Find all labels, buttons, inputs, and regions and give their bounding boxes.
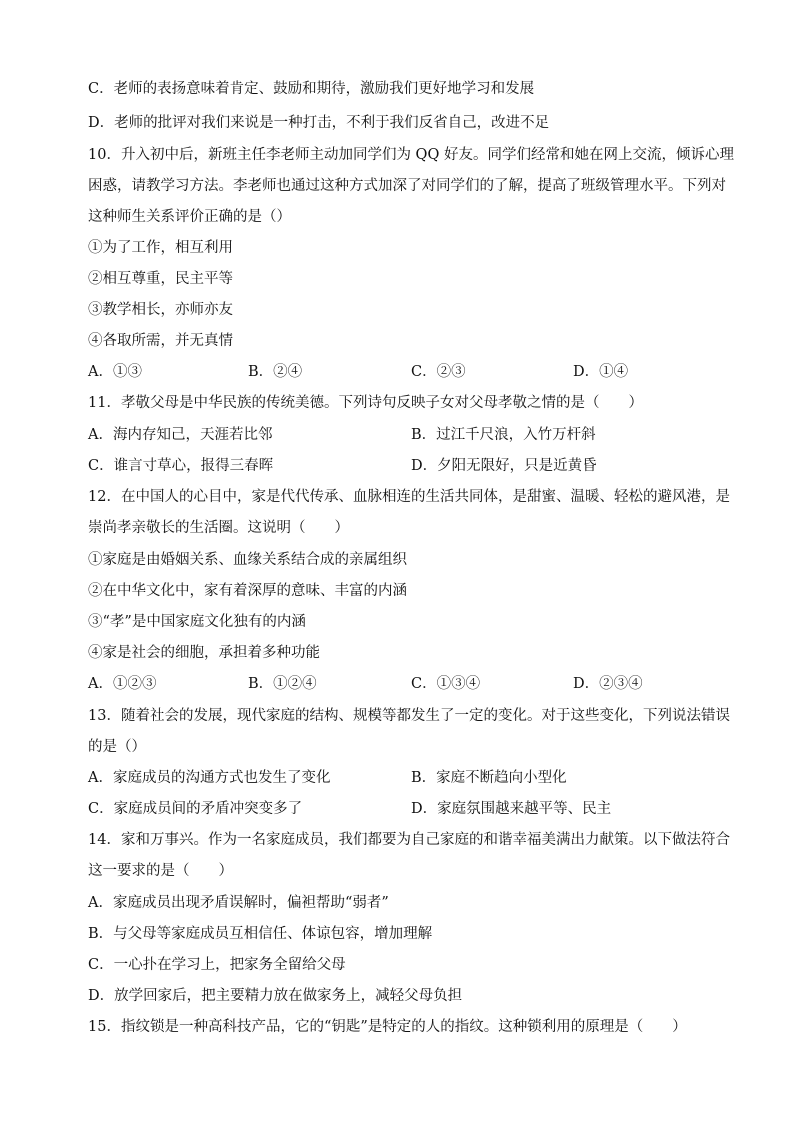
q13-option-d[interactable]: D．家庭氛围越来越平等、民主 <box>411 801 612 817</box>
q14-option-d[interactable]: D．放学回家后，把主要精力放在做家务上，减轻父母负担 <box>88 988 463 1004</box>
q9-option-d: D．老师的批评对我们来说是一种打击，不利于我们反省自己，改进不足 <box>88 115 550 131</box>
q10-stem-line-2: 困惑，请教学习方法。李老师也通过这种方式加深了对同学们的了解，提高了班级管理水平。下列对 <box>88 178 726 194</box>
q10-item-3: ③教学相长，亦师亦友 <box>88 302 233 318</box>
q9-option-c: C．老师的表扬意味着肯定、鼓励和期待，激励我们更好地学习和发展 <box>88 81 535 97</box>
q13-option-a[interactable]: A．家庭成员的沟通方式也发生了变化 <box>88 770 331 786</box>
q12-option-b[interactable]: B．①②④ <box>248 676 317 692</box>
q11-option-a[interactable]: A．海内存知己，天涯若比邻 <box>88 427 273 443</box>
q13-option-b[interactable]: B．家庭不断趋向小型化 <box>411 770 567 786</box>
q10-stem-line-3: 这种师生关系评价正确的是（） <box>88 209 291 225</box>
q10-option-b[interactable]: B．②④ <box>248 364 303 380</box>
q13-stem-line-1: 13．随着社会的发展，现代家庭的结构、规模等都发生了一定的变化。对于这些变化，下列说法错误 <box>88 708 730 724</box>
q11-options-row-2 <box>88 456 708 476</box>
q13-options-row-1 <box>88 768 708 788</box>
q10-option-a[interactable]: A．①③ <box>88 364 142 380</box>
q12-item-2: ②在中华文化中，家有着深厚的意味、丰富的内涵 <box>88 583 407 599</box>
q11-option-d[interactable]: D．夕阳无限好，只是近黄昏 <box>411 458 597 474</box>
q12-item-3: ③“孝”是中国家庭文化独有的内涵 <box>88 614 306 630</box>
q12-stem-line-2: 崇尚孝亲敬长的生活圈。这说明（ ） <box>88 520 349 536</box>
q14-option-b[interactable]: B．与父母等家庭成员互相信任、体谅包容，增加理解 <box>88 926 433 942</box>
q11-option-b[interactable]: B．过江千尺浪，入竹万杆斜 <box>411 427 596 443</box>
q14-stem-line-1: 14．家和万事兴。作为一名家庭成员，我们都要为自己家庭的和谐幸福美满出力献策。以下做法符合 <box>88 832 730 848</box>
q13-stem-line-2: 的是（） <box>88 739 146 755</box>
q14-option-a[interactable]: A．家庭成员出现矛盾误解时，偏袒帮助“弱者” <box>88 895 389 911</box>
q10-item-4: ④各取所需，并无真情 <box>88 333 233 349</box>
q12-stem-line-1: 12．在中国人的心目中，家是代代传承、血脉相连的生活共同体，是甜蜜、温暖、轻松的避风港，是 <box>88 489 730 505</box>
q12-item-1: ①家庭是由婚姻关系、血缘关系结合成的亲属组织 <box>88 552 407 568</box>
q12-item-4: ④家是社会的细胞，承担着多种功能 <box>88 645 320 661</box>
q14-stem-line-2: 这一要求的是（ ） <box>88 863 233 879</box>
q10-option-c[interactable]: C．②③ <box>411 364 466 380</box>
q14-option-c[interactable]: C．一心扑在学习上，把家务全留给父母 <box>88 957 346 973</box>
q10-option-d[interactable]: D．①④ <box>573 364 629 380</box>
q10-stem-line-1: 10．升入初中后，新班主任李老师主动加同学们为 QQ 好友。同学们经常和她在网上交流，倾诉心理 <box>88 147 734 163</box>
q12-option-d[interactable]: D．②③④ <box>573 676 643 692</box>
q11-option-c[interactable]: C．谁言寸草心，报得三春晖 <box>88 458 274 474</box>
q13-options-row-2 <box>88 799 708 819</box>
q10-item-2: ②相互尊重，民主平等 <box>88 271 233 287</box>
q12-options <box>88 674 708 694</box>
q15-stem: 15．指纹锁是一种高科技产品，它的“钥匙”是特定的人的指纹。这种锁利用的原理是（ ） <box>88 1019 687 1035</box>
q13-option-c[interactable]: C．家庭成员间的矛盾冲突变多了 <box>88 801 303 817</box>
q10-item-1: ①为了工作，相互利用 <box>88 240 233 256</box>
q12-option-a[interactable]: A．①②③ <box>88 676 157 692</box>
q11-options-row-1 <box>88 425 708 445</box>
q11-stem: 11．孝敬父母是中华民族的传统美德。下列诗句反映子女对父母孝敬之情的是（ ） <box>88 395 643 411</box>
q10-options <box>88 362 708 382</box>
q12-option-c[interactable]: C．①③④ <box>411 676 481 692</box>
